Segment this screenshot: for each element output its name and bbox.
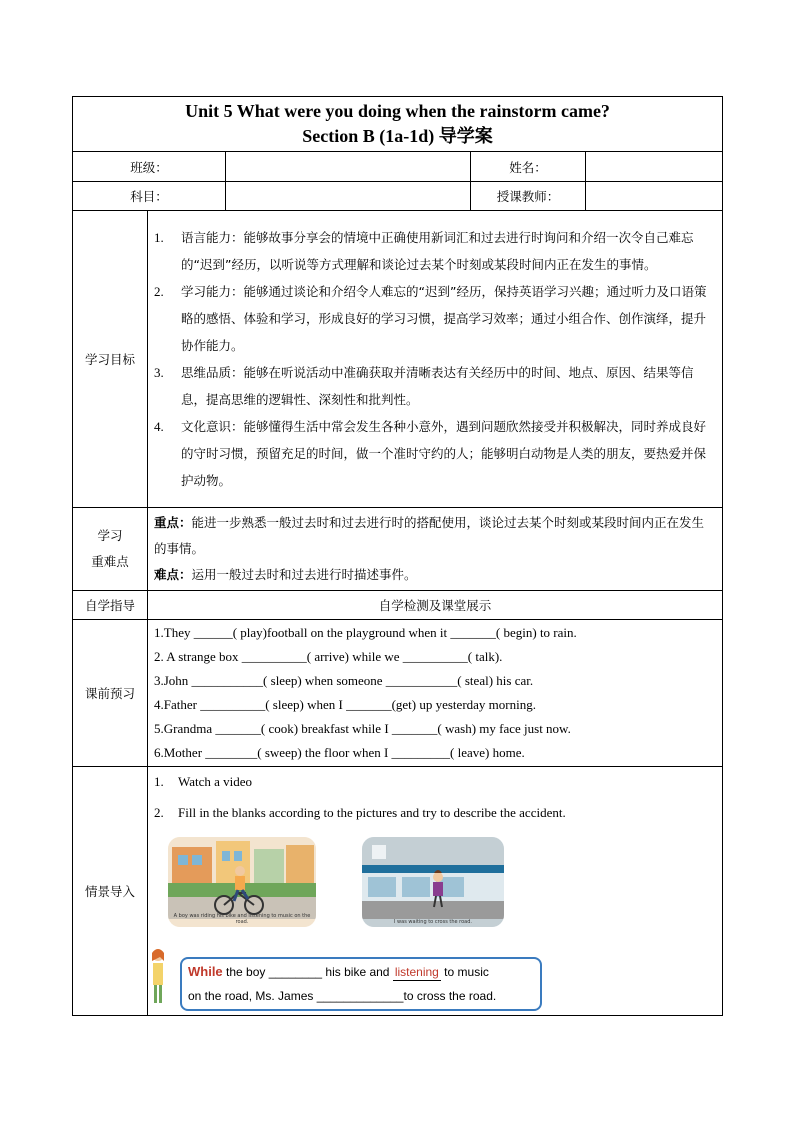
goals-list <box>148 211 723 508</box>
scene-item: 1. Watch a video <box>154 774 253 789</box>
woman-waiting-illustration <box>362 837 504 927</box>
girl-character-icon <box>150 947 166 1009</box>
key-point: 重点：能进一步熟悉一般过去时和过去进行时的搭配使用，谈论过去某个时刻或某段时间内正在发生的事情。 <box>154 515 705 556</box>
difficult-point: 难点：运用一般过去时和过去进行时描述事件。 <box>154 567 417 582</box>
goal-item: 4. 文化意识：能够懂得生活中常会发生各种小意外，遇到问题欣然接受并积极解决，同时养成良好的守时习惯，预留充足的时间，做一个准时守约的人；能够明白动物是人类的朋友，要热爱并保护动物。 <box>154 419 707 488</box>
name-field[interactable] <box>586 152 723 182</box>
preview-label: 课前预习 <box>73 620 148 767</box>
self-study-label: 自学指导 <box>73 591 148 620</box>
exercise-item: 4.Father __________( sleep) when I _______(get) up yesterday morning. <box>154 697 536 712</box>
scene-item: 2. Fill in the blanks according to the pictures and try to describe the accident. <box>154 805 566 820</box>
goal-item: 1. 语言能力：能够故事分享会的情境中正确使用新词汇和过去进行时询问和介绍一次令自己难忘的“迟到”经历，以听说等方式理解和谈论过去某个时刻或某段时间内正在发生的事情。 <box>154 230 694 272</box>
main-table <box>72 96 723 1016</box>
fill-in-bubble <box>180 957 542 1011</box>
self-study-heading: 自学检测及课堂展示 <box>148 591 723 620</box>
example-answer: listening <box>394 965 439 979</box>
goal-item: 3. 思维品质：能够在听说活动中准确获取并清晰表达有关经历中的时间、地点、原因、结果等信息，提高思维的逻辑性、深刻性和批判性。 <box>154 365 694 407</box>
bubble-line-1: While the boy ________ his bike and listening to music <box>188 964 489 979</box>
subject-field[interactable] <box>226 182 471 211</box>
name-label: 姓名： <box>471 152 586 182</box>
class-field[interactable] <box>226 152 471 182</box>
scene-label: 情景导入 <box>73 767 148 1016</box>
exercise-item: 1.They ______( play)football on the playground when it _______( begin) to rain. <box>154 625 577 640</box>
exercise-item: 5.Grandma _______( cook) breakfast while I _______( wash) my face just now. <box>154 721 571 736</box>
page-title <box>73 97 723 152</box>
exercise-item: 3.John ___________( sleep) when someone ___________( steal) his car. <box>154 673 534 688</box>
teacher-label: 授课教师： <box>471 182 586 211</box>
preview-exercises <box>148 620 723 767</box>
exercise-item: 2. A strange box __________( arrive) while we __________( talk). <box>154 649 503 664</box>
title-line-1: Unit 5 What were you doing when the rainstorm came? <box>185 101 610 121</box>
class-label: 班级： <box>73 152 226 182</box>
key-points-label: 学习 重难点 <box>73 508 148 591</box>
key-points-content <box>148 508 723 591</box>
picture-caption-1: A boy was riding his bike and listening to music on the road. <box>173 913 311 925</box>
picture-caption-2: I was waiting to cross the road. <box>393 919 473 925</box>
study-guide-sheet <box>72 96 722 1016</box>
exercise-item: 6.Mother ________( sweep) the floor when I _________( leave) home. <box>154 745 525 760</box>
teacher-field[interactable] <box>586 182 723 211</box>
title-line-2: Section B (1a-1d) 导学案 <box>302 126 493 146</box>
goal-item: 2. 学习能力：能够通过谈论和介绍令人难忘的“迟到”经历，保持英语学习兴趣；通过听力及口语策略的感悟、体验和学习，形成良好的学习习惯，提高学习效率；通过小组合作、创作演绎，提升协作能力。 <box>154 284 707 353</box>
crosswalk-scene-icon <box>362 837 504 927</box>
bubble-line-2: on the road, Ms. James _____________to cross the road. <box>188 989 497 1003</box>
goals-label: 学习目标 <box>73 211 148 508</box>
boy-riding-bike-illustration <box>168 837 316 927</box>
subject-label: 科目： <box>73 182 226 211</box>
scene-content <box>148 767 723 1016</box>
